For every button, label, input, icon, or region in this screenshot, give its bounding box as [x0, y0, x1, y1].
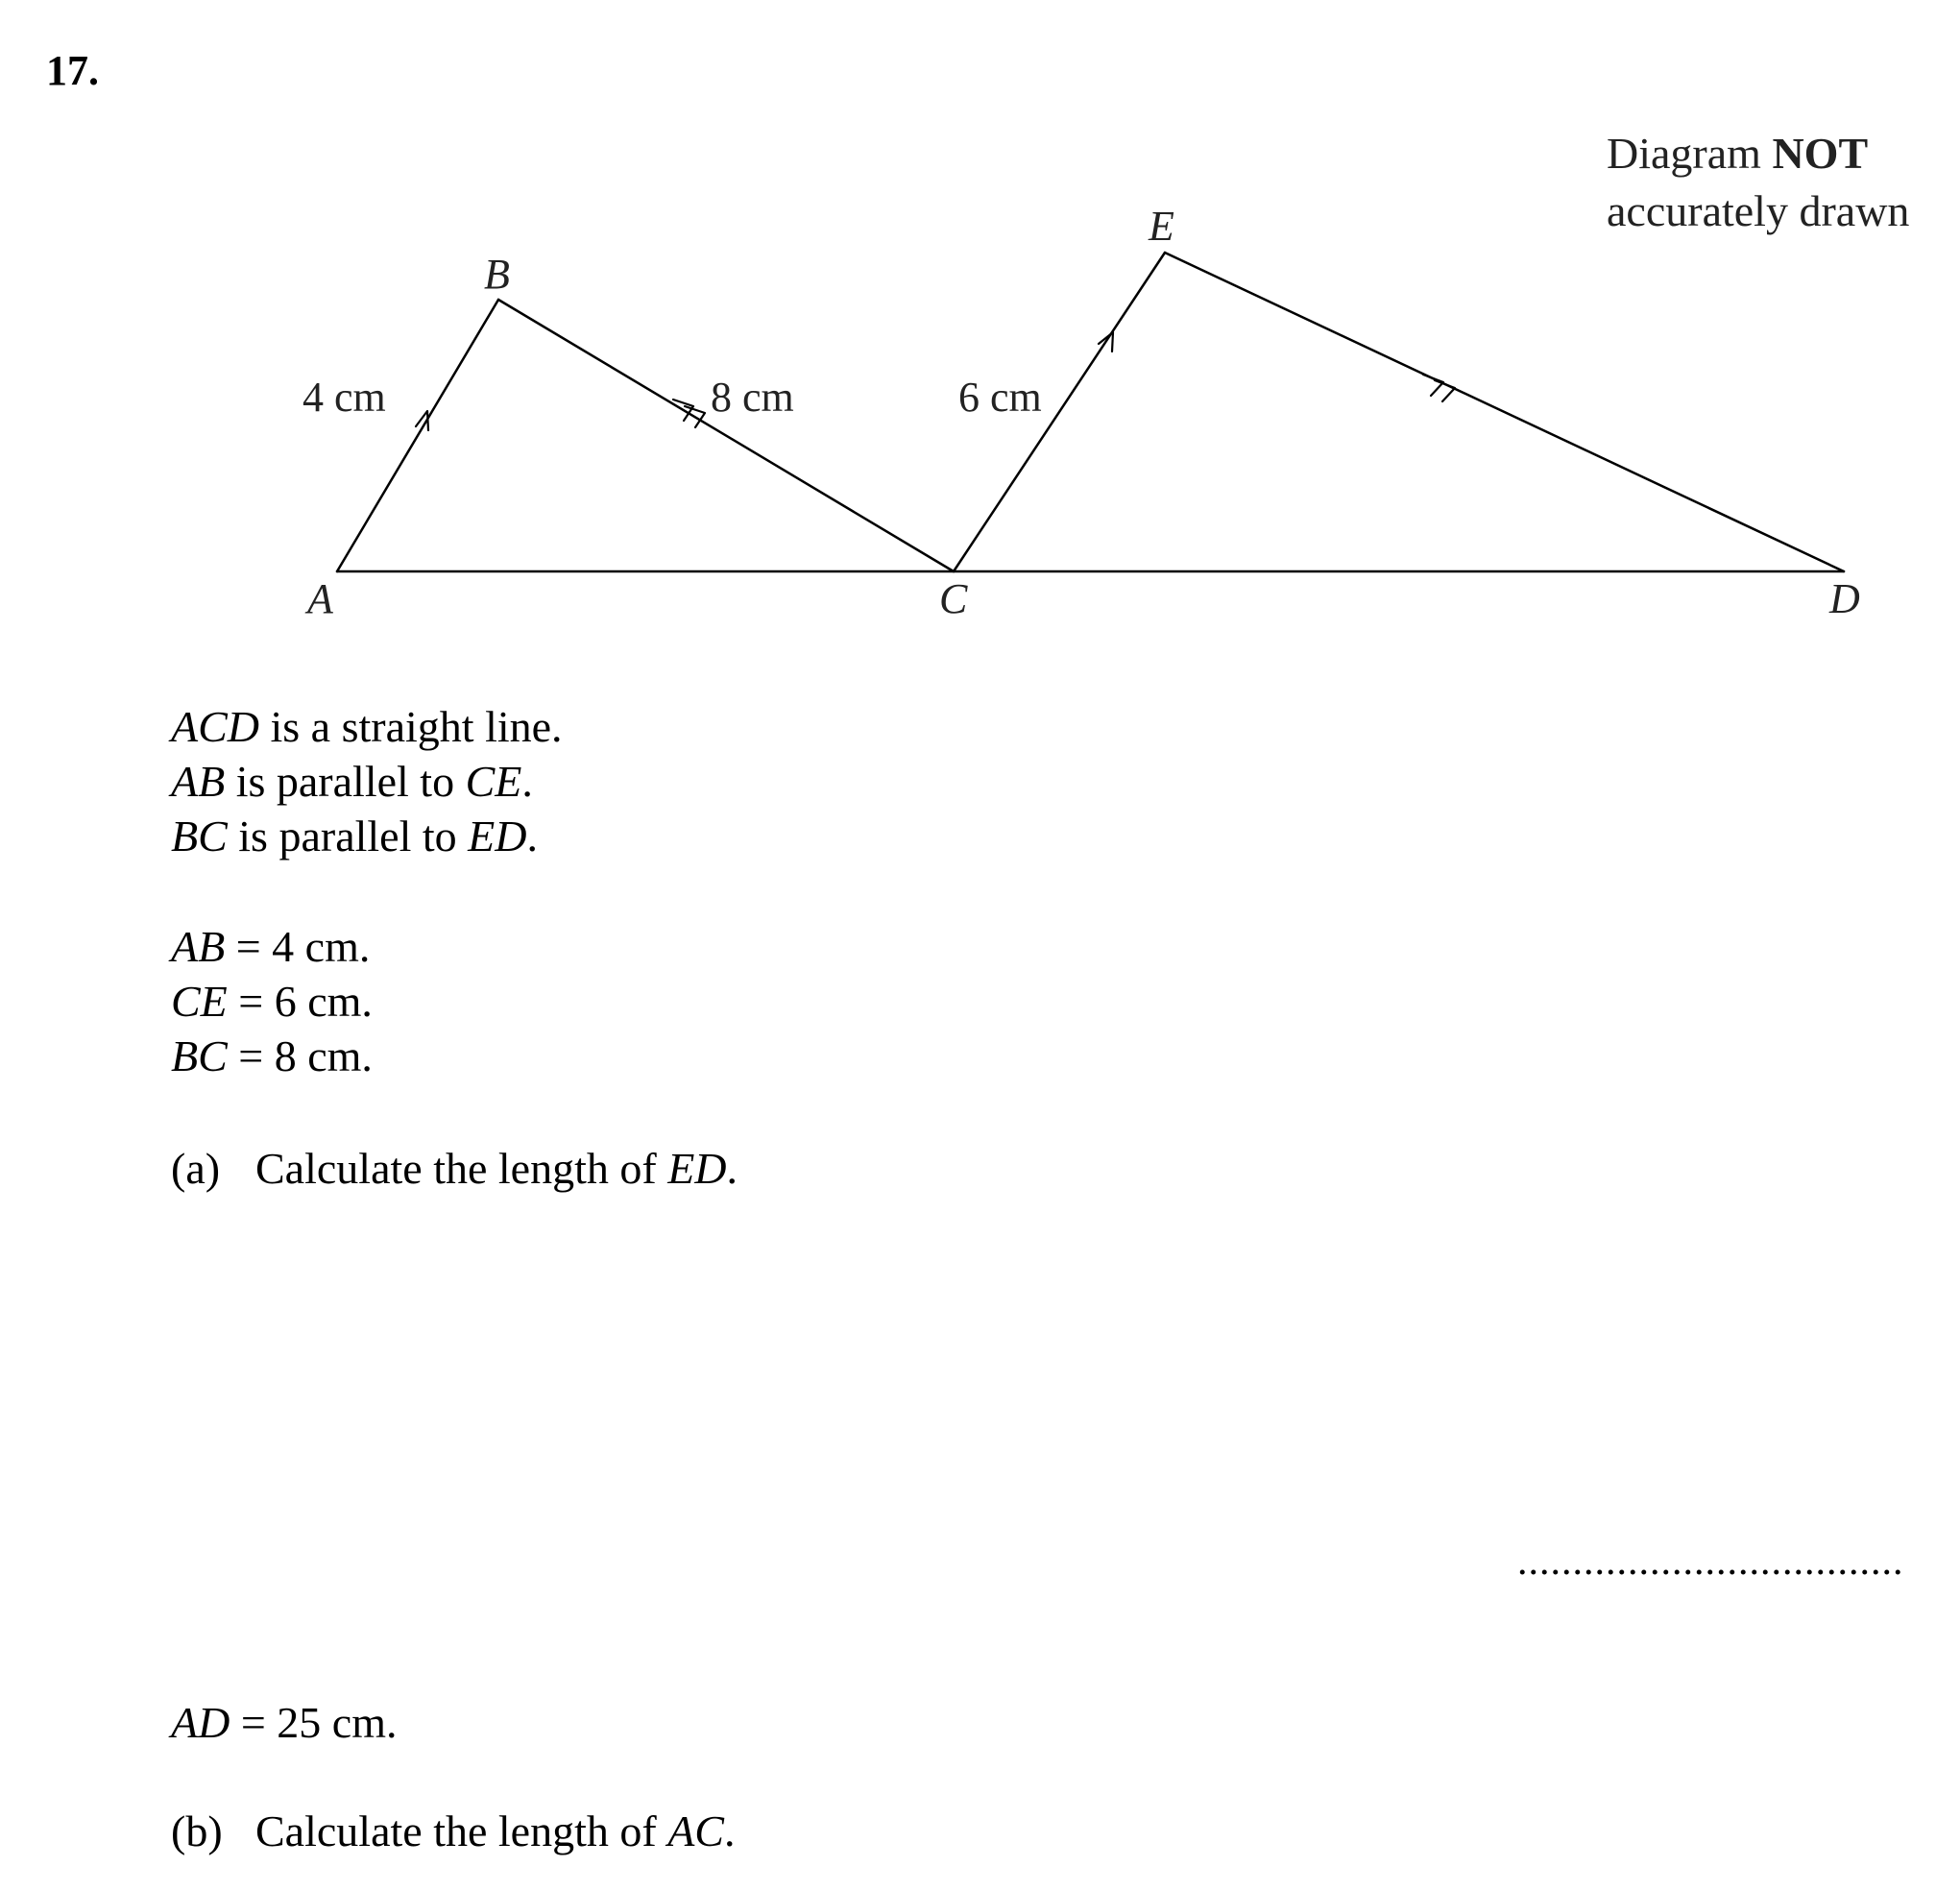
length-1	[171, 921, 370, 972]
part-b-text: Calculate the length of	[255, 1806, 668, 1855]
parallel-arrow-ed-2	[1435, 380, 1455, 401]
point-label-e: E	[1149, 203, 1174, 250]
segment-bc	[498, 300, 954, 571]
length-3-text: = 8 cm.	[227, 1031, 373, 1080]
part-b-var: AC	[667, 1806, 724, 1855]
part-b-label: (b)	[171, 1806, 223, 1855]
part-a-var: ED	[667, 1144, 727, 1193]
fact-1	[171, 701, 563, 752]
given-text: = 25 cm.	[230, 1698, 398, 1747]
part-a-end: .	[726, 1144, 738, 1193]
fact-2-text: is parallel to	[225, 757, 466, 806]
length-3	[171, 1030, 373, 1081]
point-label-a: A	[307, 575, 333, 622]
length-3-var: BC	[171, 1031, 228, 1080]
length-label-bc: 8 cm	[711, 374, 794, 421]
disclaimer-line1-prefix: Diagram	[1607, 129, 1773, 178]
part-b-end: .	[723, 1806, 736, 1855]
given-var: AD	[171, 1698, 230, 1747]
point-label-c: C	[939, 575, 968, 622]
fact-2-var: AB	[171, 757, 226, 806]
part-b-question	[171, 1806, 735, 1856]
geometry-diagram	[0, 0, 1960, 672]
fact-3-var2: ED	[468, 812, 527, 861]
given-ad	[171, 1697, 397, 1748]
segment-ab	[337, 300, 498, 571]
length-label-ce: 6 cm	[958, 374, 1042, 421]
disclaimer-line2: accurately drawn	[1607, 186, 1910, 235]
disclaimer-not: NOT	[1772, 129, 1869, 178]
fact-2	[171, 756, 533, 807]
fact-3-text: is parallel to	[227, 812, 469, 861]
length-2	[171, 976, 373, 1027]
fact-1-text: is a straight line.	[259, 702, 563, 751]
fact-2-var2: CE	[465, 757, 522, 806]
length-2-text: = 6 cm.	[227, 977, 373, 1026]
fact-3-end: .	[526, 812, 538, 861]
length-label-ab: 4 cm	[302, 374, 386, 421]
length-1-text: = 4 cm.	[225, 922, 371, 971]
fact-1-var: ACD	[171, 702, 259, 751]
fact-3	[171, 811, 538, 861]
length-2-var: CE	[171, 977, 228, 1026]
fact-3-var: BC	[171, 812, 228, 861]
part-a-label: (a)	[171, 1144, 221, 1193]
part-a-question	[171, 1143, 738, 1194]
point-label-d: D	[1829, 575, 1860, 622]
part-a-text: Calculate the length of	[255, 1144, 668, 1193]
point-label-b: B	[484, 251, 510, 298]
length-1-var: AB	[171, 922, 226, 971]
fact-2-end: .	[521, 757, 533, 806]
question-number: 17.	[46, 47, 99, 94]
parallel-arrow-ed-1	[1423, 375, 1443, 396]
answer-line[interactable]: ...................................	[1517, 1539, 1904, 1584]
segment-ed	[1165, 253, 1844, 571]
